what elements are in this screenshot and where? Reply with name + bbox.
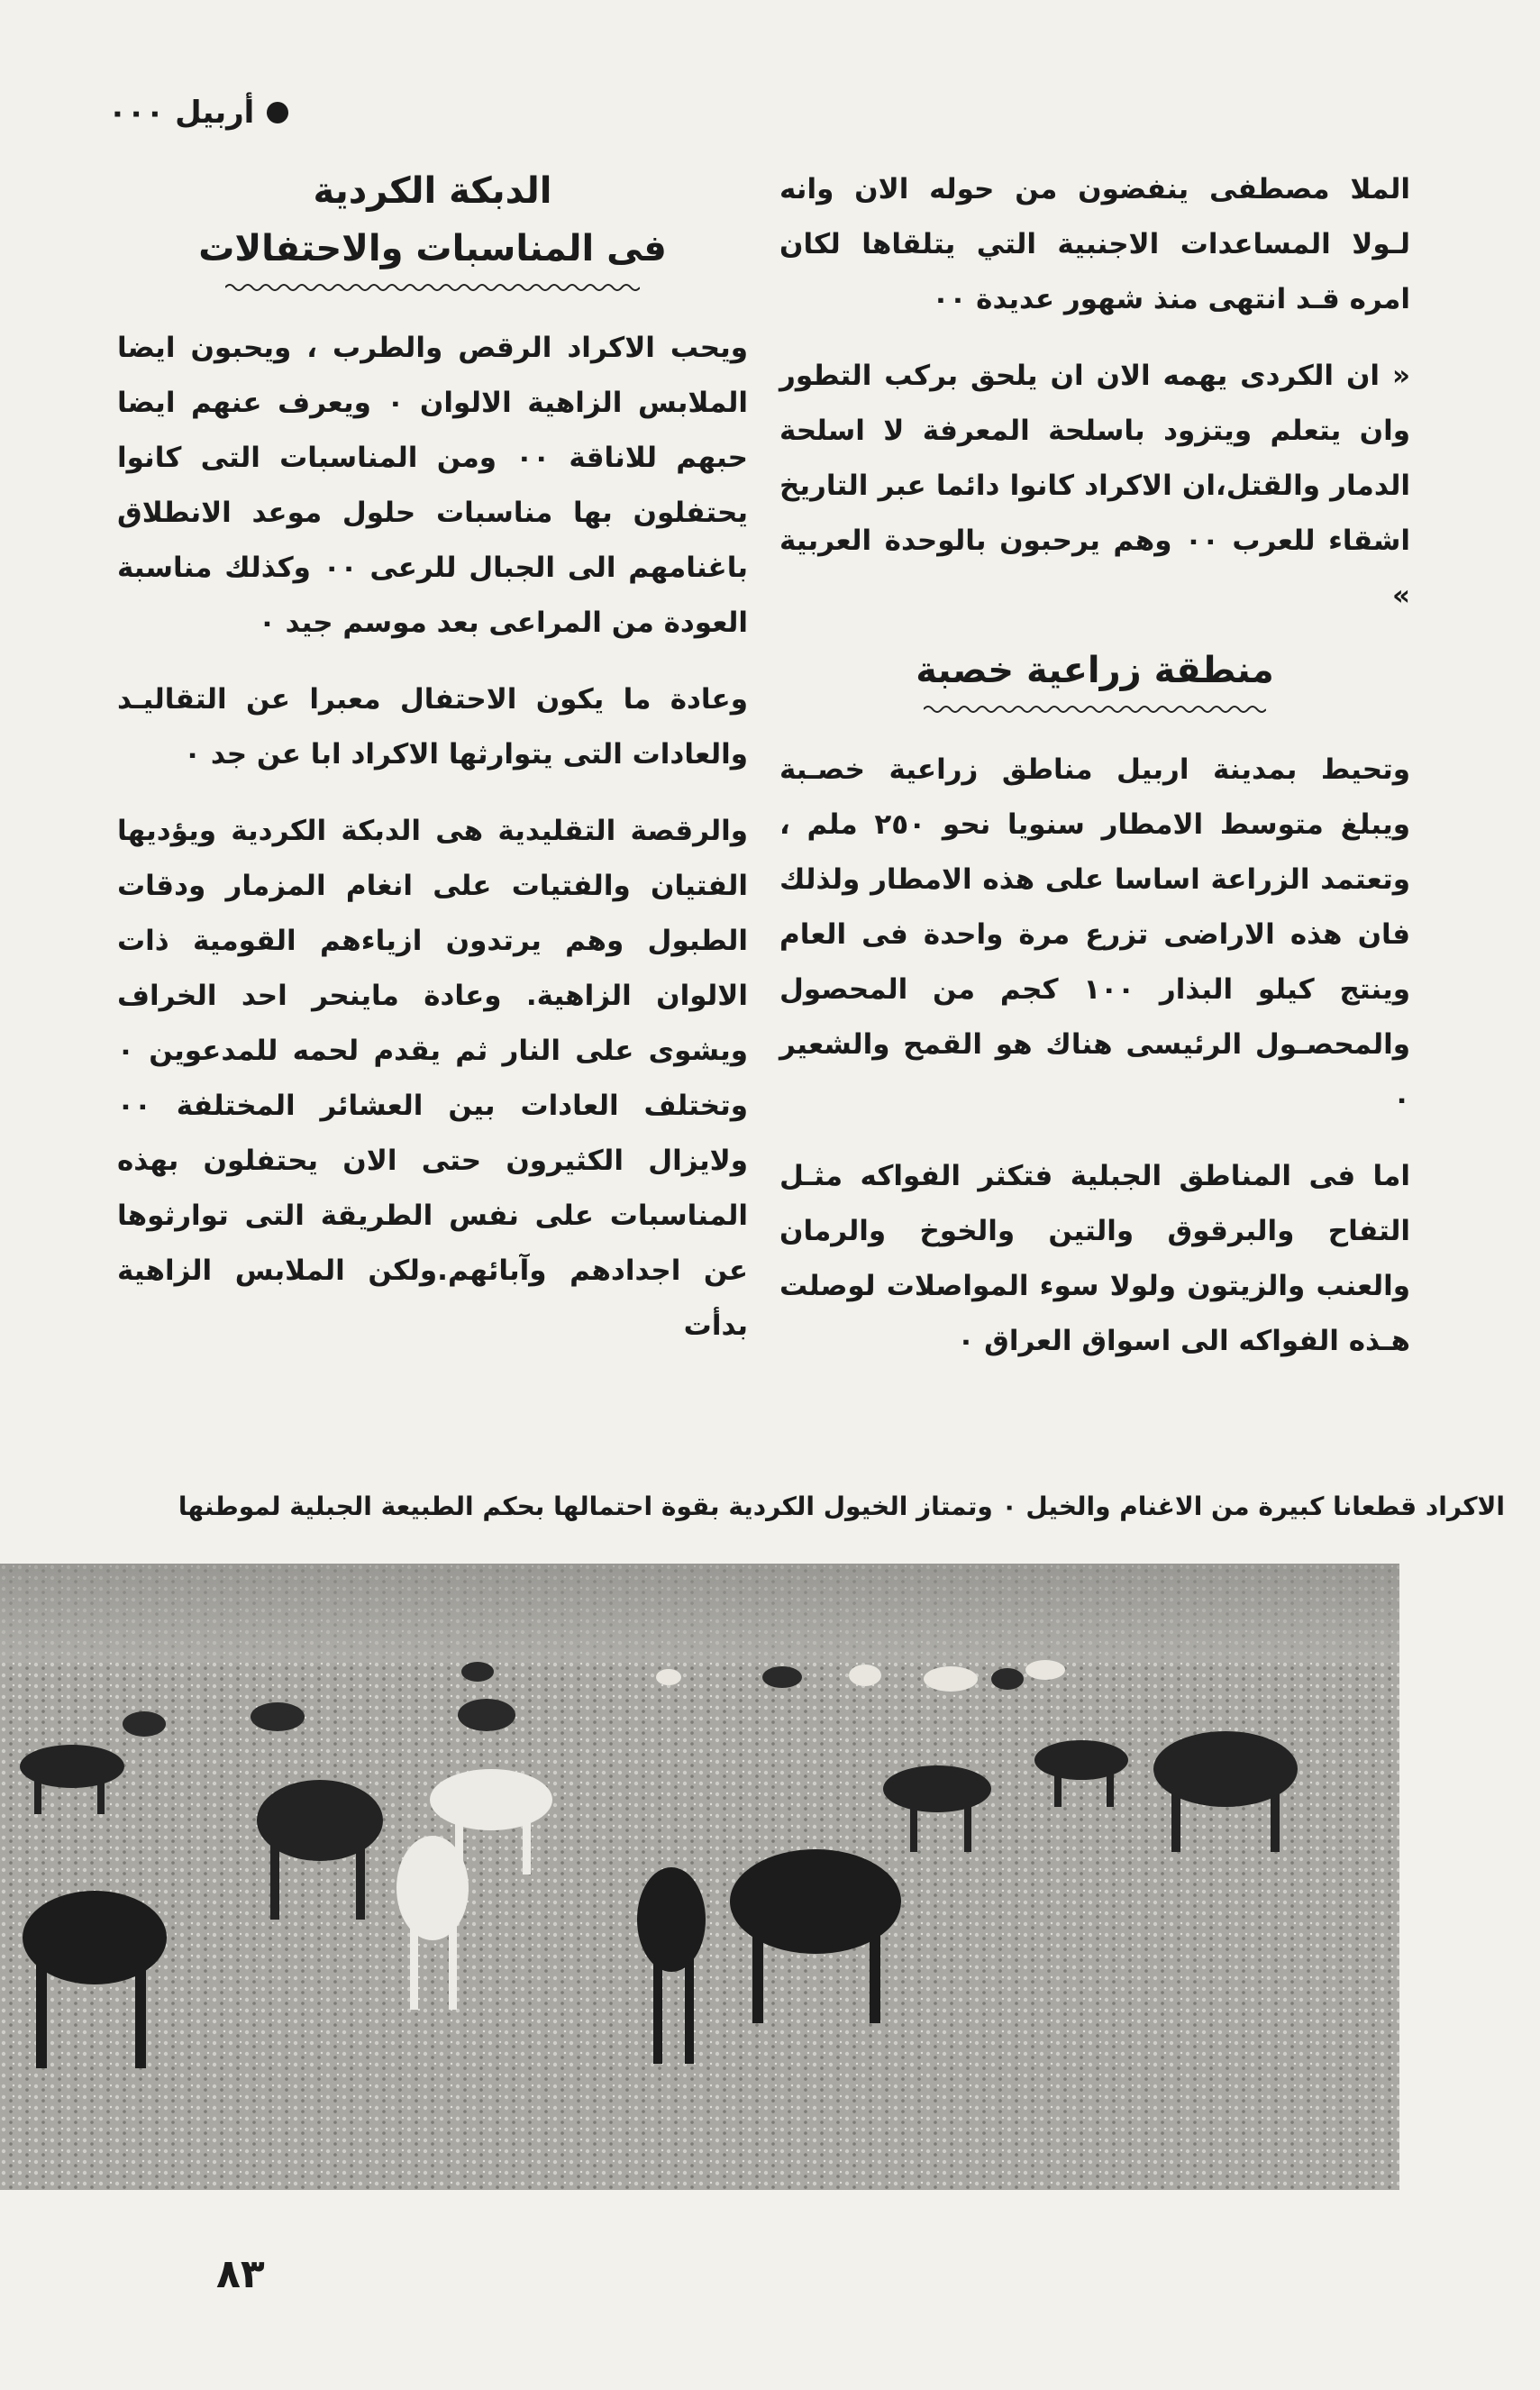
right-column [779, 162, 1410, 1391]
page-number: ٨٣ [216, 2251, 265, 2297]
photo-caption: الاكراد قطعانا كبيرة من الاغنام والخيل ٠ وتمتاز الخيول الكردية بقوة احتمالها بحكم الطبيعة الجبلية لموطنها [178, 1491, 1505, 1521]
left-heading-underline [117, 281, 748, 294]
right-paragraph-1: الملا مصطفى ينفضون من حوله الان وانه لـولا المساعدات الاجنبية التي يتلقاها لكان امره قـد انتهى منذ شهور عديدة ٠٠ [779, 173, 1410, 315]
horses-illustration [0, 1564, 1399, 2190]
header-text: أربيل ٠٠٠ [108, 95, 255, 131]
left-paragraph-1: ويحب الاكراد الرقص والطرب ، ويحبون ايضا الملابس الزاهية الالوان ٠ ويعرف عنهم ايضا حبهم للاناقة ٠٠ ومن المناسبات التى كانوا يحتفلون بها مناسبات حلول موعد الانطلاق باغنامهم الى الجبال للرعى ٠٠ وكذلك مناسبة العودة من المراعى بعد موسم جيد ٠ [117, 332, 749, 639]
bullet-dot-icon [267, 102, 288, 123]
left-heading-line2: فى المناسبات والاحتفالات [198, 228, 667, 269]
right-paragraph-4: اما فى المناطق الجبلية فتكثر الفواكه مثـل التفاح والبرقوق والتين والخوخ والرمان والعنب والزيتون ولولا سوء المواصلات لوصلت هـذه الفواكه الى اسواق العراق ٠ [779, 1160, 1410, 1357]
right-paragraph-3: وتحيط بمدينة اربيل مناطق زراعية خصـبة ويبلغ متوسط الامطار سنويا نحو ٢٥٠ ملم ، وتعتمد الزراعة اساسا على هذه الامطار ولذلك فان هذه الاراضى تزرع مرة واحدة فى العام وينتج كيلو البذار ١٠٠ كجم من المحصول والمحصـول الرئيسى هناك هو القمح والشعير ٠ [779, 753, 1411, 1116]
right-subheading: منطقة زراعية خصبة [916, 650, 1274, 691]
left-column [117, 162, 748, 1375]
right-paragraph-2: « ان الكردى يهمه الان ان يلحق بركب التطور وان يتعلم ويتزود باسلحة المعرفة لا اسلحة الدمار والقتل،ان الاكراد كانوا دائما عبر التاريخ اشقاء للعرب ٠٠ وهم يرحبون بالوحدة العربية » [779, 360, 1410, 612]
left-paragraph-3: والرقصة التقليدية هى الدبكة الكردية ويؤديها الفتيان والفتيات على انغام المزمار ودقات الطبول وهم يرتدون ازياءهم القومية ذات الالوان الزاهية. وعادة ماينحر احد الخراف ويشوى على النار ثم يقدم لحمه للمدعوين ٠ وتختلف العادات بين العشائر المختلفة ٠٠ ولايزال الكثيرون حتى الان يحتفلون بهذه المناسبات على نفس الطريقة التى توارثوها عن اجدادهم وآبائهم.ولكن الملابس الزاهية بدأت [117, 815, 748, 1342]
left-paragraph-2: وعادة ما يكون الاحتفال معبرا عن التقاليـد والعادات التى يتوارثها الاكراد ابا عن جد ٠ [117, 683, 748, 771]
left-heading-line1: الدبكة الكردية [313, 170, 552, 212]
right-subheading-underline [779, 703, 1410, 716]
horses-grazing-photo [0, 1564, 1399, 2190]
page-header [108, 95, 288, 131]
